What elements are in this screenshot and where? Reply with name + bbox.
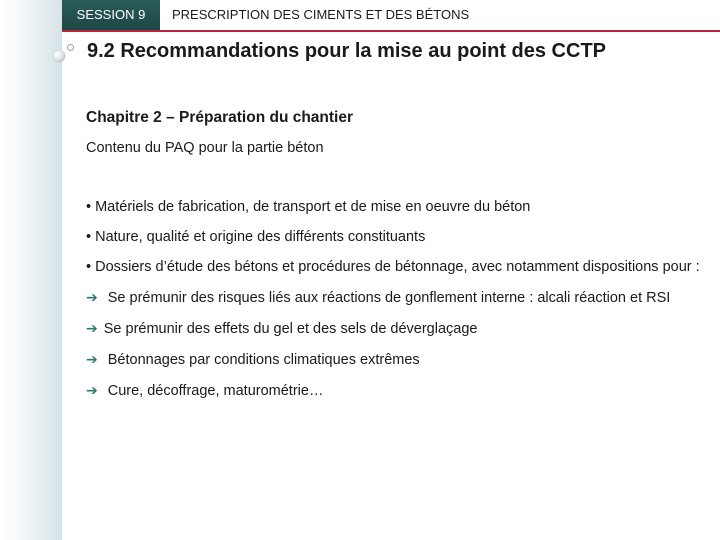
arrow-item	[86, 381, 706, 401]
bullet-item: • Matériels de fabrication, de transport et de mise en oeuvre du béton	[86, 199, 531, 215]
arrow-right-icon: ➔	[86, 382, 98, 398]
arrow-item-text: Cure, décoffrage, maturométrie…	[107, 383, 324, 399]
arrow-item	[86, 319, 706, 339]
header-title: PRESCRIPTION DES CIMENTS ET DES BÉTONS	[172, 7, 470, 22]
sphere-bullet-icon	[53, 50, 65, 62]
slide-header	[0, 0, 720, 32]
subtitle: Contenu du PAQ pour la partie béton	[86, 140, 324, 156]
header-divider	[62, 30, 720, 32]
arrow-item-text: Bétonnages par conditions climatiques extrêmes	[107, 352, 420, 368]
slide-title: 9.2 Recommandations pour la mise au point des CCTP	[87, 40, 606, 62]
arrow-right-icon: ➔	[86, 320, 98, 336]
session-tab: SESSION 9	[62, 0, 160, 30]
arrow-item	[86, 350, 706, 370]
arrow-item-text: Se prémunir des effets du gel et des sels de déverglaçage	[103, 321, 478, 337]
small-circle-icon	[67, 44, 74, 51]
bullet-item: • Nature, qualité et origine des différents constituants	[86, 229, 426, 245]
arrow-item-text: Se prémunir des risques liés aux réactions de gonflement interne : alcali réaction et RSI	[107, 290, 671, 306]
arrow-item	[86, 288, 706, 308]
slide-content	[86, 108, 706, 412]
left-gradient-band	[0, 0, 62, 540]
chapter-heading: Chapitre 2 – Préparation du chantier	[86, 109, 354, 126]
arrow-right-icon: ➔	[86, 351, 98, 367]
bullet-item: • Dossiers d’étude des bétons et procédures de bétonnage, avec notamment dispositions pour :	[86, 259, 700, 275]
arrow-right-icon: ➔	[86, 289, 98, 305]
